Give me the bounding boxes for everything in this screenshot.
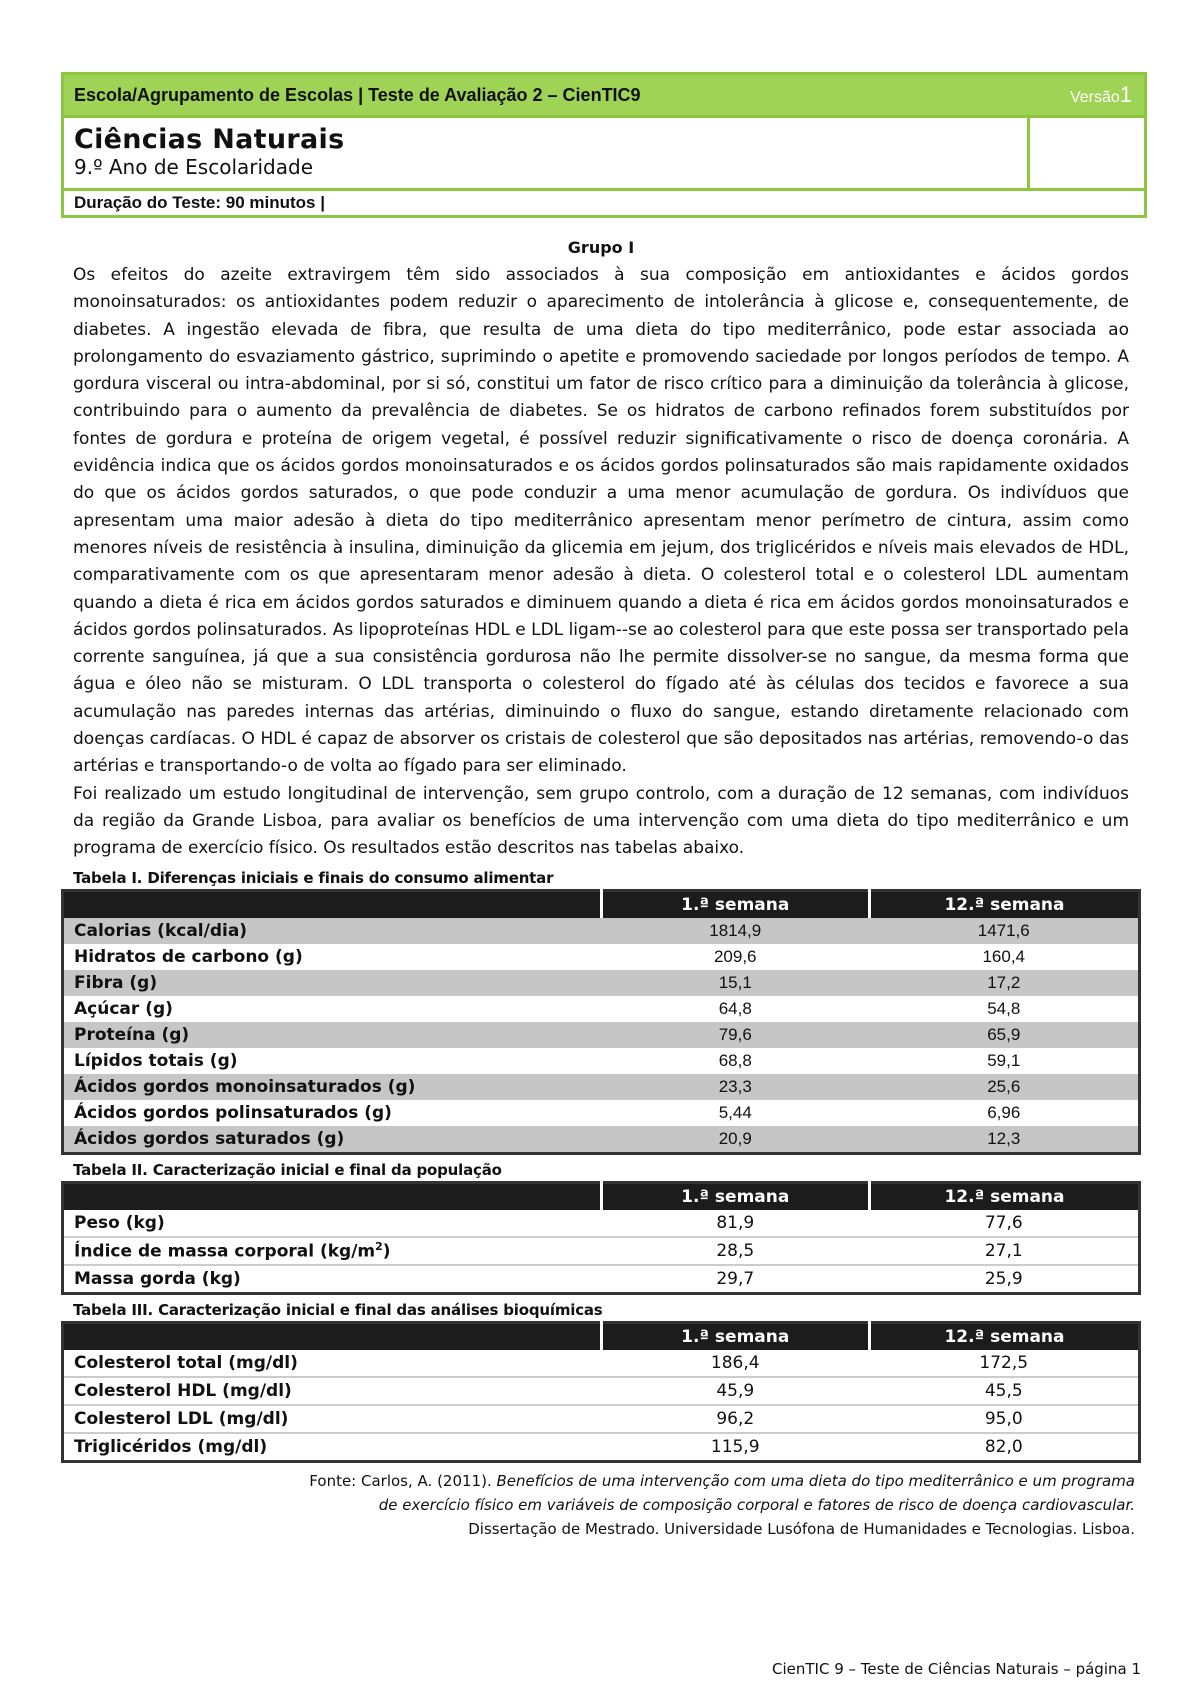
version-badge [1022,82,1144,108]
header-subject-row [64,118,1144,191]
header-cell-week1: 1.ª semana [601,1322,869,1350]
row-label: Colesterol HDL (mg/dl) [63,1377,602,1405]
cell-week12: 1471,6 [869,918,1139,944]
table-row [63,1433,1140,1462]
cell-week1: 20,9 [601,1126,869,1154]
cell-week1: 186,4 [601,1350,869,1377]
grade-label: 9.º Ano de Escolaridade [74,155,314,179]
table-caption: Tabela I. Diferenças iniciais e finais do consumo alimentar [73,868,554,887]
cell-week12: 6,96 [869,1100,1139,1126]
row-label-superscript: 2 [375,1239,383,1253]
cell-week12: 25,9 [869,1265,1139,1294]
cell-week1: 115,9 [601,1433,869,1462]
cell-week1: 96,2 [601,1405,869,1433]
cell-week1: 81,9 [601,1210,869,1237]
table-row [63,1048,1140,1074]
table-population [61,1181,1141,1295]
cell-week12: 12,3 [869,1126,1139,1154]
cell-week12: 95,0 [869,1405,1139,1433]
header-cell-week12: 12.ª semana [869,890,1139,918]
table-row [63,1074,1140,1100]
table-row [63,1405,1140,1433]
table-header-row [63,1322,1140,1350]
page-footer: CienTIC 9 – Teste de Ciências Naturais – página 1 [772,1660,1141,1678]
table-consumption [61,889,1141,1155]
header-cell-week1: 1.ª semana [601,1182,869,1210]
header-cell-week12: 12.ª semana [869,1322,1139,1350]
table-row [63,1265,1140,1294]
table-biochemistry [61,1321,1141,1463]
cell-week12: 82,0 [869,1433,1139,1462]
grade-box [1030,118,1144,188]
header-cell-week1: 1.ª semana [601,890,869,918]
cell-week1: 1814,9 [601,918,869,944]
header-cell [63,1182,602,1210]
page [61,72,1141,1541]
table-row [63,1237,1140,1265]
cell-week12: 45,5 [869,1377,1139,1405]
table-header-row [63,1182,1140,1210]
table-row [63,1100,1140,1126]
group-title: Grupo I [567,238,635,257]
cell-week12: 17,2 [869,970,1139,996]
cell-week12: 59,1 [869,1048,1139,1074]
cell-week1: 15,1 [601,970,869,996]
header-top-bar [64,75,1144,118]
table-header-row [63,890,1140,918]
subject-block [64,118,1030,188]
row-label-text: Índice de massa corporal (kg/m [74,1241,376,1262]
row-label [63,1237,602,1265]
source-citation [61,1469,1135,1541]
table-caption: Tabela II. Caracterização inicial e final da população [73,1160,502,1179]
table-row [63,970,1140,996]
source-line-2 [61,1493,1135,1517]
cell-week1: 28,5 [601,1237,869,1265]
cell-week1: 79,6 [601,1022,869,1048]
row-label: Ácidos gordos saturados (g) [63,1126,602,1154]
paragraph: Os efeitos do azeite extravirgem têm sido associados à sua composição em antioxidantes e ácidos gordos monoinsaturados: os antioxidantes podem reduzir o aparecimento de intolerância à glicose e, consequentemente, de diabetes. A ingestão elevada de fibra, que resulta de uma dieta do tipo mediterrânico, pode estar associada ao prolongamento do esvaziamento gástrico, suprimindo o apetite e promovendo saciedade por longos períodos de tempo. A gordura visceral ou intra-abdominal, por si só, constitui um fator de risco crítico para a diminuição da tolerância à glicose, contribuindo para o aumento da prevalência de diabetes. Se os hidratos de carbono refinados forem substituídos por fontes de gordura e proteína de origem vegetal, é possível reduzir significativamente o risco de doença coronária. A evidência indica que os ácidos gordos monoinsaturados e os ácidos gordos polinsaturados são mais rapidamente oxidados do que os ácidos gordos saturados, o que pode conduzir a uma menor acumulação de gordura. Os indivíduos que apresentam uma maior adesão à dieta do tipo mediterrânico apresentam menor perímetro de cintura, assim como menores níveis de resistência à insulina, diminuição da glicemia em jejum, dos triglicéridos e níveis mais elevados de HDL, comparativamente com os que apresentaram menor adesão à dieta. O colesterol total e o colesterol LDL aumentam quando a dieta é rica em ácidos gordos saturados e diminuem quando a dieta é rica em ácidos gordos monoinsaturados e ácidos gordos polinsaturados. As lipoproteínas HDL e LDL ligam--se ao colesterol para que este possa ser transportado pela corrente sanguínea, já que a sua consistência gordurosa não lhe permite dissolver-se no sangue, da mesma forma que água e óleo não se misturam. O LDL transporta o colesterol do fígado até às células dos tecidos e favorece a sua acumulação nas paredes internas das artérias, diminuindo o fluxo do sangue, estando diretamente relacionado com doenças cardíacas. O HDL é capaz de absorver os cristais de colesterol que são depositados nas artérias, removendo-o das artérias e transportando-o de volta ao fígado para ser eliminado. [73,265,1129,777]
duration-label: Duração do Teste: 90 minutos | [74,193,325,212]
header-cell-week12: 12.ª semana [869,1182,1139,1210]
cell-week12: 77,6 [869,1210,1139,1237]
cell-week1: 68,8 [601,1048,869,1074]
table-row [63,996,1140,1022]
cell-week1: 23,3 [601,1074,869,1100]
source-title-1: Benefícios de uma intervenção com uma dieta do tipo mediterrânico e um programa [496,1471,1135,1490]
row-label: Fibra (g) [63,970,602,996]
version-label: Versão [1069,89,1120,106]
row-label: Açúcar (g) [63,996,602,1022]
row-label: Colesterol LDL (mg/dl) [63,1405,602,1433]
table-row [63,1210,1140,1237]
version-number: 1 [1119,82,1132,107]
header-cell [63,890,602,918]
cell-week1: 209,6 [601,944,869,970]
source-prefix: Fonte: Carlos, A. (2011). [309,1471,497,1490]
cell-week1: 29,7 [601,1265,869,1294]
table-row [63,1022,1140,1048]
table-row [63,944,1140,970]
source-line-1 [61,1469,1135,1493]
cell-week12: 27,1 [869,1237,1139,1265]
table-row [63,1126,1140,1154]
exam-header [61,72,1147,218]
source-title-2: de exercício físico em variáveis de composição corporal e fatores de risco de doença cardiovascular. [378,1495,1135,1514]
cell-week12: 25,6 [869,1074,1139,1100]
row-label: Massa gorda (kg) [63,1265,602,1294]
source-line-3: Dissertação de Mestrado. Universidade Lusófona de Humanidades e Tecnologias. Lisboa. [468,1519,1135,1538]
row-label: Lípidos totais (g) [63,1048,602,1074]
subject-title: Ciências Naturais [74,124,345,155]
table-row [63,918,1140,944]
cell-week12: 160,4 [869,944,1139,970]
row-label: Hidratos de carbono (g) [63,944,602,970]
cell-week12: 65,9 [869,1022,1139,1048]
school-title: Escola/Agrupamento de Escolas | Teste de Avaliação 2 – CienTIC9 [74,84,641,105]
row-label: Colesterol total (mg/dl) [63,1350,602,1377]
cell-week12: 54,8 [869,996,1139,1022]
row-label: Triglicéridos (mg/dl) [63,1433,602,1462]
cell-week1: 45,9 [601,1377,869,1405]
table-row [63,1350,1140,1377]
row-label: Ácidos gordos monoinsaturados (g) [63,1074,602,1100]
header-cell [63,1322,602,1350]
row-label: Peso (kg) [63,1210,602,1237]
row-label: Calorias (kcal/dia) [63,918,602,944]
table-caption: Tabela III. Caracterização inicial e final das análises bioquímicas [73,1300,603,1319]
body-text [73,262,1129,863]
row-label-end: ) [382,1241,391,1262]
row-label: Proteína (g) [63,1022,602,1048]
table-row [63,1377,1140,1405]
cell-week1: 5,44 [601,1100,869,1126]
cell-week1: 64,8 [601,996,869,1022]
paragraph: Foi realizado um estudo longitudinal de intervenção, sem grupo controlo, com a duração de 12 semanas, com indivíduos da região da Grande Lisboa, para avaliar os benefícios de uma intervenção com uma dieta do tipo mediterrânico e um programa de exercício físico. Os resultados estão descritos nas tabelas abaixo. [73,783,1129,859]
row-label: Ácidos gordos polinsaturados (g) [63,1100,602,1126]
cell-week12: 172,5 [869,1350,1139,1377]
